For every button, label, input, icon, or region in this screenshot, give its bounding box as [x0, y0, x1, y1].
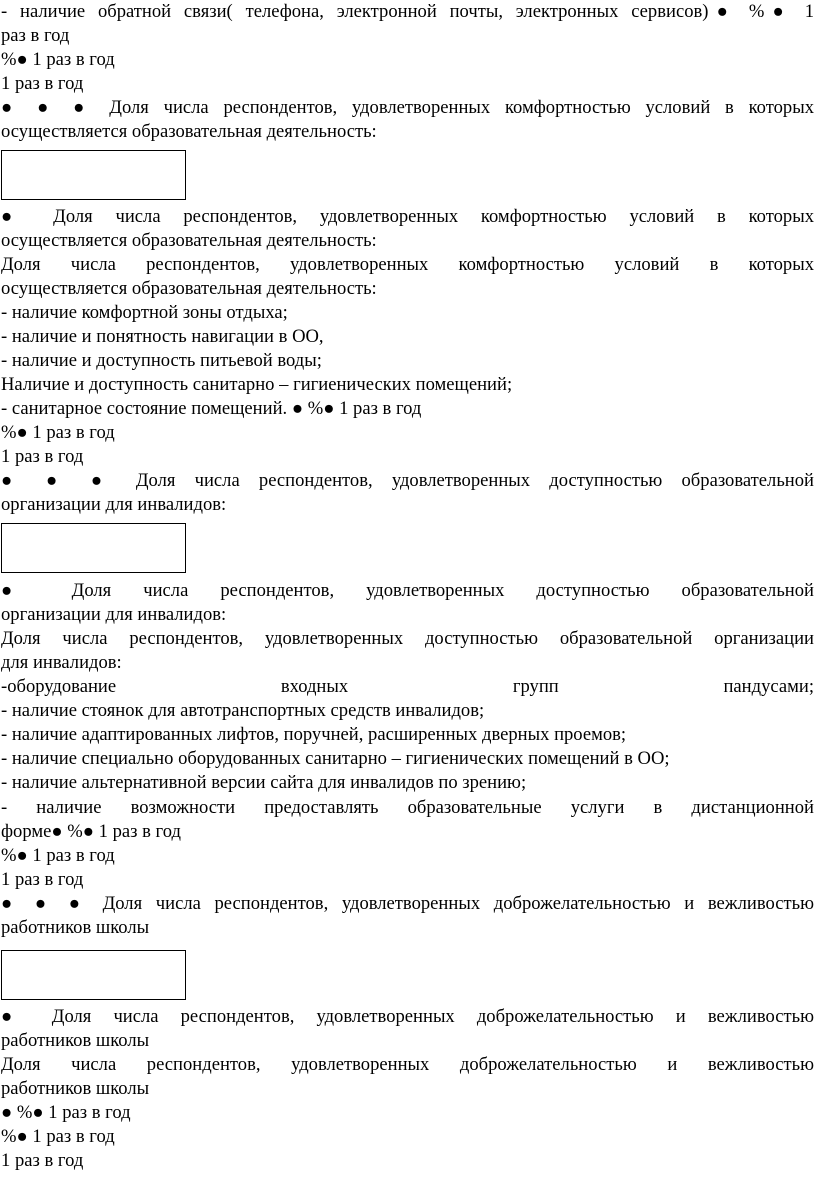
- text-line: ● Доля числа респондентов, удовлетворенных доступностью образовательной: [1, 580, 814, 601]
- text-line: работников школы: [1, 917, 150, 938]
- text-line: -оборудование входных групп пандусами;: [1, 676, 814, 697]
- text-line: ● ● ● Доля числа респондентов, удовлетворенных комфортностью условий в которых: [1, 97, 814, 118]
- empty-box: [1, 523, 186, 573]
- text-line: ● ● ● Доля числа респондентов, удовлетворенных доступностью образовательной: [1, 470, 814, 491]
- text-line: - наличие адаптированных лифтов, поручней, расширенных дверных проемов;: [1, 724, 627, 745]
- text-line: работников школы: [1, 1030, 150, 1051]
- text-line: ● Доля числа респондентов, удовлетворенных доброжелательностью и вежливостью: [1, 1006, 814, 1027]
- text-line: форме● %● 1 раз в год: [1, 821, 181, 842]
- text-line: - санитарное состояние помещений. ● %● 1 раз в год: [1, 398, 422, 419]
- text-line: - наличие альтернативной версии сайта для инвалидов по зрению;: [1, 772, 527, 793]
- text-line: 1 раз в год: [1, 869, 84, 890]
- text-line: осуществляется образовательная деятельность:: [1, 230, 377, 251]
- text-line: %● 1 раз в год: [1, 422, 115, 443]
- text-line: Доля числа респондентов, удовлетворенных комфортностью условий в которых: [1, 254, 814, 275]
- text-line: - наличие специально оборудованных санитарно – гигиенических помещений в ОО;: [1, 748, 670, 769]
- text-line: Наличие и доступность санитарно – гигиенических помещений;: [1, 374, 513, 395]
- text-line: организации для инвалидов:: [1, 494, 227, 515]
- empty-box: [1, 950, 186, 1000]
- text-line: осуществляется образовательная деятельность:: [1, 278, 377, 299]
- text-line: 1 раз в год: [1, 1150, 84, 1171]
- text-line: осуществляется образовательная деятельность:: [1, 121, 377, 142]
- text-line: - наличие стоянок для автотранспортных средств инвалидов;: [1, 700, 485, 721]
- text-line: раз в год: [1, 25, 70, 46]
- text-line: ● ● ● Доля числа респондентов, удовлетворенных доброжелательностью и вежливостью: [1, 893, 814, 914]
- text-line: - наличие обратной связи( телефона, электронной почты, электронных сервисов)● %● 1: [1, 1, 814, 22]
- text-line: Доля числа респондентов, удовлетворенных доброжелательностью и вежливостью: [1, 1054, 814, 1075]
- text-line: работников школы: [1, 1078, 150, 1099]
- text-line: - наличие и понятность навигации в ОО,: [1, 326, 324, 347]
- text-line: - наличие возможности предоставлять образовательные услуги в дистанционной: [1, 797, 814, 818]
- text-line: %● 1 раз в год: [1, 49, 115, 70]
- text-line: 1 раз в год: [1, 73, 84, 94]
- text-line: - наличие комфортной зоны отдыха;: [1, 302, 288, 323]
- text-line: для инвалидов:: [1, 652, 122, 673]
- text-line: организации для инвалидов:: [1, 604, 227, 625]
- text-line: 1 раз в год: [1, 446, 84, 467]
- text-line: ● %● 1 раз в год: [1, 1102, 131, 1123]
- text-line: - наличие и доступность питьевой воды;: [1, 350, 322, 371]
- text-line: %● 1 раз в год: [1, 1126, 115, 1147]
- text-line: Доля числа респондентов, удовлетворенных доступностью образовательной организации: [1, 628, 814, 649]
- text-line: ● Доля числа респондентов, удовлетворенных комфортностью условий в которых: [1, 206, 814, 227]
- text-line: %● 1 раз в год: [1, 845, 115, 866]
- empty-box: [1, 150, 186, 200]
